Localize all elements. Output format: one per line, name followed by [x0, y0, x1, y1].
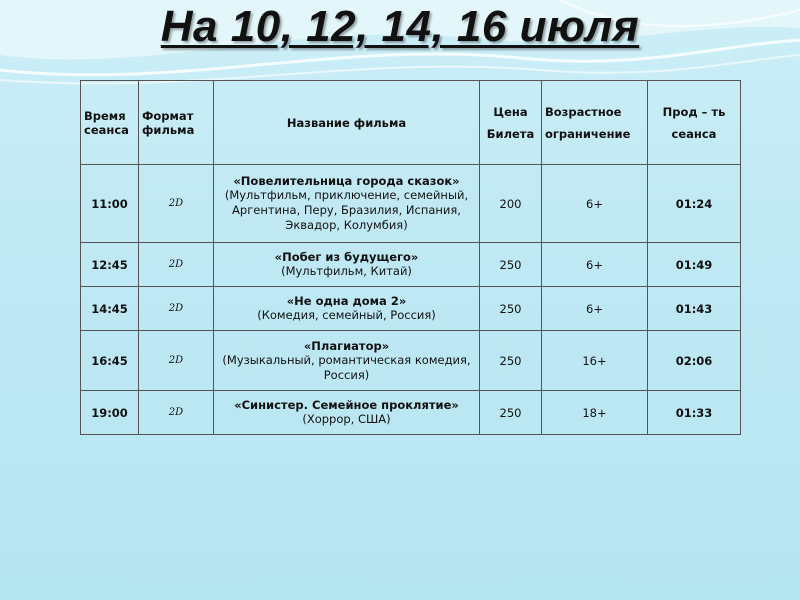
- session-time: 19:00: [81, 391, 139, 435]
- session-duration: 01:49: [648, 243, 741, 287]
- session-duration: 02:06: [648, 331, 741, 391]
- age-limit: 6+: [542, 243, 648, 287]
- film-format: 2D: [139, 243, 214, 287]
- film-description: (Комедия, семейный, Россия): [257, 308, 436, 322]
- header-row: [81, 81, 741, 165]
- film-description: (Музыкальный, романтическая комедия, Россия): [222, 352, 471, 382]
- film-info: [214, 287, 480, 331]
- session-time: 16:45: [81, 331, 139, 391]
- film-info: [214, 391, 480, 435]
- session-duration: 01:43: [648, 287, 741, 331]
- ticket-price: 250: [480, 391, 542, 435]
- ticket-price: 250: [480, 243, 542, 287]
- film-title: «Повелительница города сказок»: [233, 174, 460, 188]
- film-format: 2D: [139, 165, 214, 243]
- header-format: Формат фильма: [139, 81, 214, 165]
- film-title: «Плагиатор»: [303, 338, 390, 353]
- film-title: «Синистер. Семейное проклятие»: [234, 398, 459, 412]
- film-description: (Мультфильм, приключение, семейный, Аргентина, Перу, Бразилия, Испания, Эквадор, Колумбия): [224, 188, 469, 232]
- header-time: Время сеанса: [81, 81, 139, 165]
- schedule-table: [80, 80, 741, 435]
- film-format: 2D: [139, 287, 214, 331]
- ticket-price: 200: [480, 165, 542, 243]
- session-time: 11:00: [81, 165, 139, 243]
- film-description: (Хоррор, США): [302, 412, 391, 426]
- table-row: [81, 165, 741, 243]
- ticket-price: 250: [480, 287, 542, 331]
- table-row: [81, 243, 741, 287]
- film-title: «Не одна дома 2»: [286, 294, 407, 308]
- film-info: [214, 331, 480, 391]
- table-row: [81, 391, 741, 435]
- header-price: Цена Билета: [480, 81, 542, 165]
- film-format: 2D: [139, 331, 214, 391]
- film-title: «Побег из будущего»: [274, 250, 419, 264]
- session-time: 14:45: [81, 287, 139, 331]
- age-limit: 16+: [542, 331, 648, 391]
- film-info: [214, 165, 480, 243]
- table-row: [81, 331, 741, 391]
- table-row: [81, 287, 741, 331]
- age-limit: 6+: [542, 287, 648, 331]
- header-movie-name: Название фильма: [214, 81, 480, 165]
- film-format: 2D: [139, 391, 214, 435]
- session-duration: 01:33: [648, 391, 741, 435]
- age-limit: 6+: [542, 165, 648, 243]
- session-time: 12:45: [81, 243, 139, 287]
- film-description: (Мультфильм, Китай): [281, 264, 412, 278]
- film-info: [214, 243, 480, 287]
- age-limit: 18+: [542, 391, 648, 435]
- ticket-price: 250: [480, 331, 542, 391]
- header-duration: Прод – ть сеанса: [648, 81, 741, 165]
- page-title: На 10, 12, 14, 16 июля: [160, 2, 640, 51]
- session-duration: 01:24: [648, 165, 741, 243]
- header-age-limit: Возрастное ограничение: [542, 81, 648, 165]
